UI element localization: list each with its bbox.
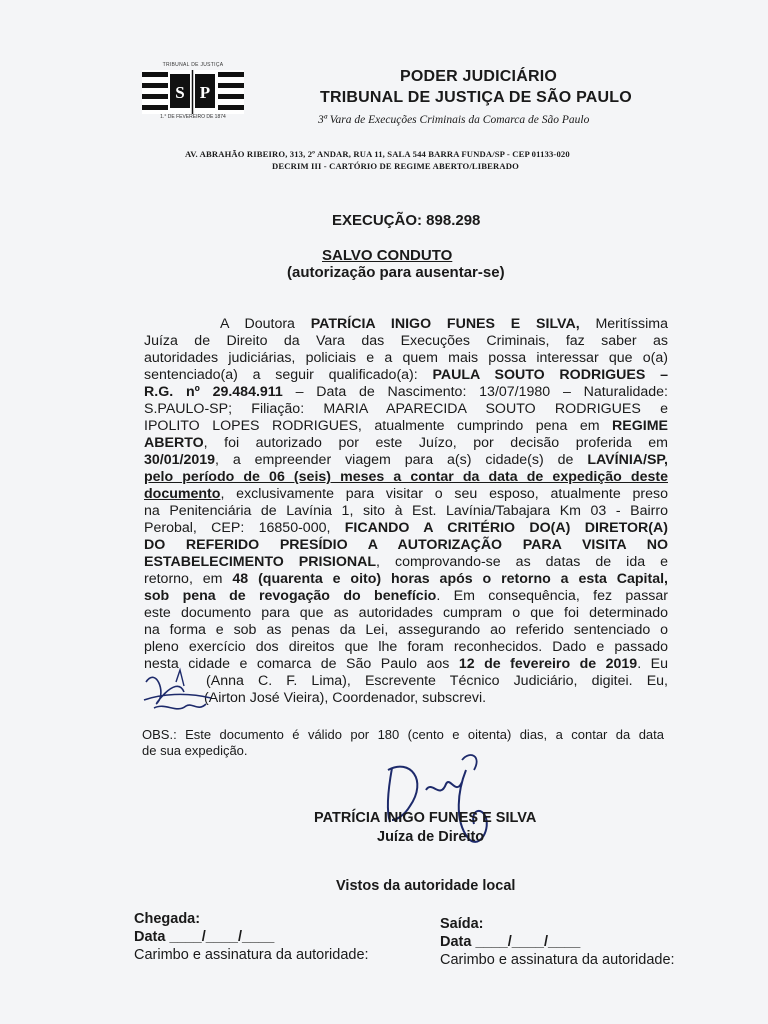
header-registry: DECRIM III - CARTÓRIO DE REGIME ABERTO/LIBERADO — [272, 161, 519, 171]
departure-block — [440, 915, 675, 969]
local-authority-heading: Vistos da autoridade local — [336, 878, 516, 894]
arrival-date-field: Data ____/____/____ — [134, 929, 275, 945]
body-line: IPOLITO LOPES RODRIGUES, atualmente cumprindo pena em REGIME — [144, 418, 668, 434]
body-line: R.G. nº 29.484.911 – Data de Nascimento: 13/07/1980 – Naturalidade: — [144, 384, 668, 400]
departure-stamp-label: Carimbo e assinatura da autoridade: — [440, 952, 675, 968]
body-line: na forma e sob as penas da Lei, assegurando ao referido sentenciado o — [144, 622, 668, 638]
seal-emblem-icon — [142, 70, 244, 114]
obs-line: de sua expedição. — [142, 743, 248, 758]
header-division: 3ª Vara de Execuções Criminais da Comarca de São Paulo — [318, 114, 590, 126]
body-line: 30/01/2019, a empreender viagem para a(s) cidade(s) de LAVÍNIA/SP, — [144, 452, 668, 468]
body-line: (Anna C. F. Lima), Escrevente Técnico Judiciário, digitei. Eu, — [206, 673, 668, 689]
judge-role: Juíza de Direito — [377, 829, 485, 845]
header-address: AV. ABRAHÃO RIBEIRO, 313, 2º ANDAR, RUA 11, SALA 544 BARRA FUNDA/SP - CEP 01133-020 — [185, 149, 570, 159]
seal-letter-p: P — [199, 83, 211, 102]
body-line: pelo período de 06 (seis) meses a contar da data de expedição deste — [144, 469, 668, 485]
body-line: ABERTO, foi autorizado por este Juízo, por decisão proferida em — [144, 435, 668, 451]
initials-signature-icon — [136, 662, 216, 722]
seal-top-text: TRIBUNAL DE JUSTIÇA — [162, 62, 224, 68]
body-line: retorno, em 48 (quarenta e oito) horas após o retorno a esta Capital, — [144, 571, 668, 587]
seal-bottom-text: 1.° DE FEVEREIRO DE 1874 — [160, 114, 226, 120]
judge-name: PATRÍCIA INIGO FUNES E SILVA — [314, 810, 537, 826]
document-subtitle: (autorização para ausentar-se) — [287, 264, 505, 281]
body-line: na Penitenciária de Lavínia 1, sito à Est. Lavínia/Tabajara Km 03 - Bairro — [144, 503, 668, 519]
arrival-stamp-label: Carimbo e assinatura da autoridade: — [134, 947, 369, 963]
obs-line: OBS.: Este documento é válido por 180 (cento e oitenta) dias, a contar da data — [142, 727, 664, 742]
body-line: S.PAULO-SP; Filiação: MARIA APARECIDA SOUTO RODRIGUES e — [144, 401, 668, 417]
body-line: Juíza de Direito da Vara das Execuções Criminais, faz saber as — [144, 333, 668, 349]
body-line: A Doutora PATRÍCIA INIGO FUNES E SILVA, Meritíssima — [220, 316, 668, 332]
body-line: autoridades judiciárias, policiais e a quem mais possa interessar que o(a) — [144, 350, 668, 366]
departure-date-field: Data ____/____/____ — [440, 934, 581, 950]
header-court: TRIBUNAL DE JUSTIÇA DE SÃO PAULO — [320, 89, 632, 106]
body-line: Perobal, CEP: 16850-000, FICANDO A CRITÉRIO DO(A) DIRETOR(A) — [144, 520, 668, 536]
body-line: sentenciado(a) a seguir qualificado(a): PAULA SOUTO RODRIGUES – — [144, 367, 668, 383]
body-line: este documento para que as autoridades cumpram o que foi determinado — [144, 605, 668, 621]
arrival-block — [134, 910, 369, 964]
arrival-label: Chegada: — [134, 911, 201, 927]
body-line: DO REFERIDO PRESÍDIO A AUTORIZAÇÃO PARA VISITA NO — [144, 537, 668, 553]
body-line: ESTABELECIMENTO PRISIONAL, comprovando-se as datas de ida e — [144, 554, 668, 570]
departure-label: Saída: — [440, 916, 484, 932]
body-line: documento, exclusivamente para visitar o seu esposo, atualmente preso — [144, 486, 668, 502]
body-line: (Airton José Vieira), Coordenador, subscrevi. — [204, 690, 487, 706]
header-power: PODER JUDICIÁRIO — [400, 68, 557, 85]
body-line: pleno exercício dos direitos que lhe foram reconhecidos. Dado e passado — [144, 639, 668, 655]
execution-number: EXECUÇÃO: 898.298 — [332, 212, 481, 229]
document-title: SALVO CONDUTO — [322, 247, 453, 264]
body-line: sob pena de revogação do benefício. Em consequência, fez passar — [144, 588, 669, 604]
body-line: nesta cidade e comarca de São Paulo aos 12 de fevereiro de 2019. Eu — [144, 656, 668, 672]
court-seal — [142, 62, 244, 122]
seal-letter-s: S — [175, 83, 185, 102]
